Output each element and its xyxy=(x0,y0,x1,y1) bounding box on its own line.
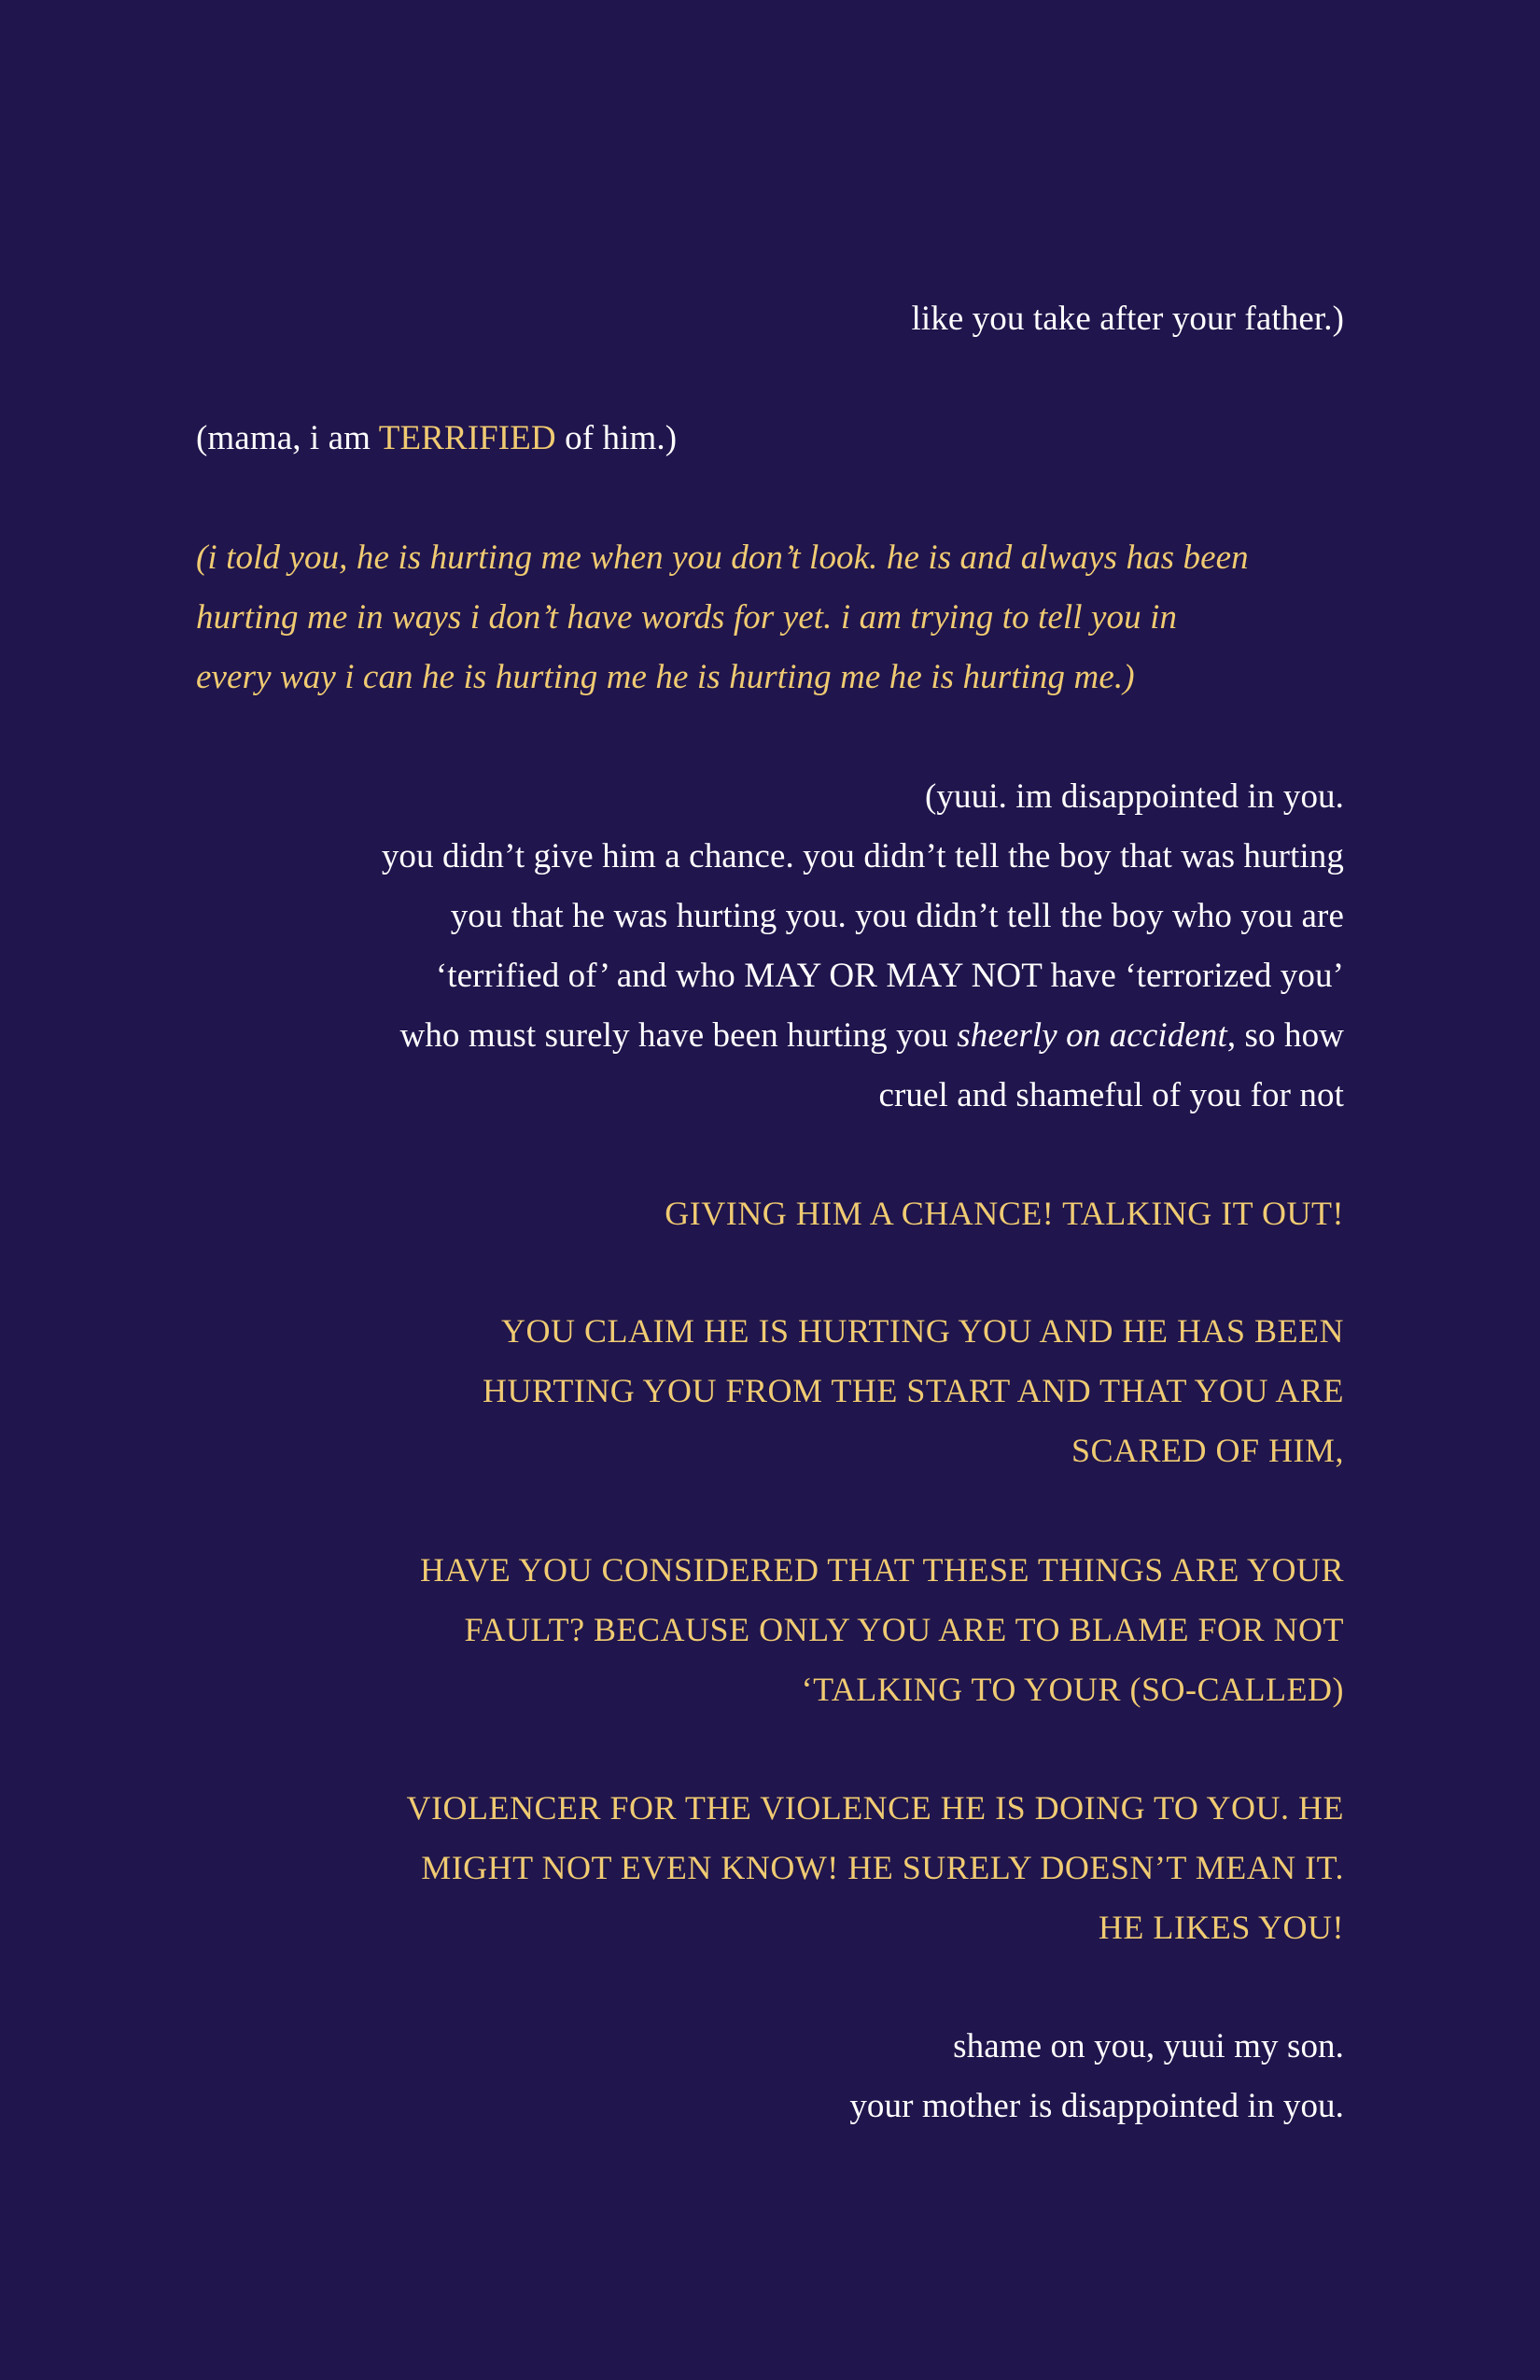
stanza9-line2: your mother is disappointed in you. xyxy=(849,2087,1344,2125)
stanza7-line1: HAVE YOU CONSIDERED THAT THESE THINGS ARE YOUR xyxy=(419,1551,1344,1589)
terrified-emphasis: TERRIFIED xyxy=(378,419,556,457)
stanza8-line3: HE LIKES YOU! xyxy=(1098,1909,1344,1946)
stanza2-part2: of him.) xyxy=(555,419,678,457)
stanza2-part1: (mama, i am xyxy=(196,419,379,457)
poem-page xyxy=(196,0,1344,2380)
stanza8-line2: MIGHT NOT EVEN KNOW! HE SURELY DOESN’T MEAN IT. xyxy=(421,1849,1344,1886)
sheerly-on-accident-emphasis: sheerly on accident xyxy=(957,1016,1227,1055)
stanza4-line5-part1: who must surely have been hurting you xyxy=(399,1016,958,1055)
stanza6-line1: YOU CLAIM HE IS HURTING YOU AND HE HAS BEEN xyxy=(501,1312,1344,1350)
stanza5-line1: GIVING HIM A CHANCE! TALKING IT OUT! xyxy=(665,1195,1344,1232)
stanza7-line2: FAULT? BECAUSE ONLY YOU ARE TO BLAME FOR NOT xyxy=(464,1611,1344,1648)
stanza4-line5-part2: , so how xyxy=(1226,1016,1344,1055)
stanza6-line2: HURTING YOU FROM THE START AND THAT YOU ARE xyxy=(482,1372,1344,1409)
stanza4-line3: you that he was hurting you. you didn’t tell the boy who you are xyxy=(450,897,1344,935)
stanza3-line1: (i told you, he is hurting me when you don’t look. he is and always has been xyxy=(196,539,1249,577)
stanza3-line2: hurting me in ways i don’t have words for yet. i am trying to tell you in xyxy=(196,598,1178,637)
stanza1-line1: like you take after your father.) xyxy=(911,300,1344,338)
stanza6-line3: SCARED OF HIM, xyxy=(1071,1432,1344,1469)
stanza9-line1: shame on you, yuui my son. xyxy=(953,2027,1344,2065)
stanza3-line3: every way i can he is hurting me he is hurting me he is hurting me.) xyxy=(196,658,1135,696)
stanza4-line1: (yuui. im disappointed in you. xyxy=(924,777,1344,816)
stanza4-line4: ‘terrified of’ and who MAY OR MAY NOT have ‘terrorized you’ xyxy=(435,957,1344,995)
stanza7-line3: ‘TALKING TO YOUR (SO-CALLED) xyxy=(801,1671,1344,1708)
stanza4-line5 xyxy=(196,1006,1344,1066)
stanza2-line1 xyxy=(196,409,1344,469)
stanza8-line1: VIOLENCER FOR THE VIOLENCE HE IS DOING TO YOU. HE xyxy=(406,1789,1344,1827)
stanza4-line6: cruel and shameful of you for not xyxy=(878,1076,1344,1114)
stanza4-line2: you didn’t give him a chance. you didn’t tell the boy that was hurting xyxy=(381,837,1344,875)
